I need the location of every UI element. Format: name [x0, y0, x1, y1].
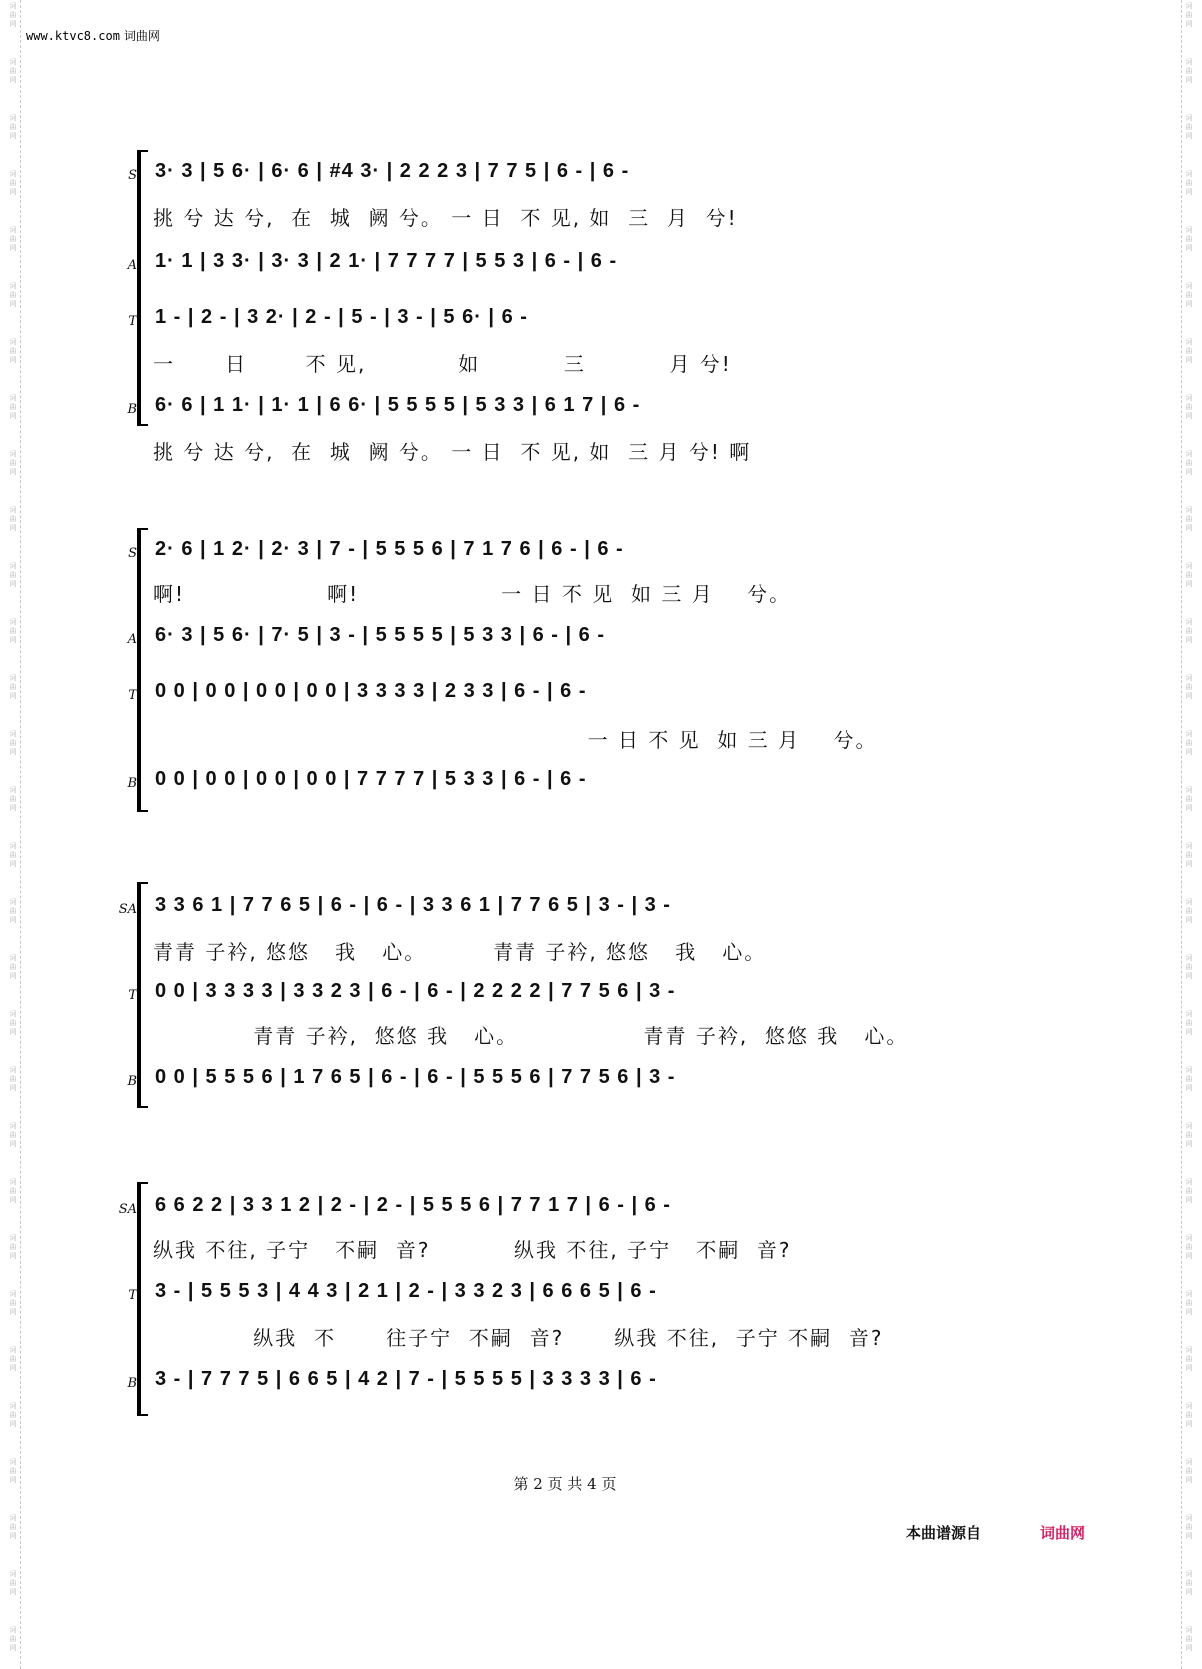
lyric-line: 纵我 不往, 子宁 不嗣 音? 纵我 不往, 子宁 不嗣 音?	[153, 1238, 792, 1262]
side-watermark-text: 词 曲 网	[1185, 1458, 1193, 1484]
side-watermark-text: 词 曲 网	[1185, 1122, 1193, 1148]
side-watermark-text: 词 曲 网	[1185, 898, 1193, 924]
voice-label: T	[128, 688, 137, 703]
side-watermark-text: 词 曲 网	[1185, 1066, 1193, 1092]
staff-row	[115, 674, 1015, 714]
side-watermark-text: 词 曲 网	[9, 1066, 17, 1092]
staff-row	[115, 1274, 1015, 1314]
side-watermark-text: 词 曲 网	[9, 58, 17, 84]
voice-label: S	[128, 168, 137, 183]
staff-row	[115, 154, 1015, 194]
side-watermark-text: 词 曲 网	[1185, 506, 1193, 532]
footer-brand-link[interactable]: 词曲网	[1040, 1524, 1086, 1542]
side-watermark-text: 词 曲 网	[9, 1570, 17, 1596]
voice-label: T	[128, 314, 137, 329]
lyric-line: 青青 子衿, 悠悠 我 心。 青青 子衿, 悠悠 我 心。	[153, 940, 767, 964]
side-watermark-text: 词 曲 网	[1185, 1010, 1193, 1036]
voice-label: B	[127, 776, 137, 791]
staff-row	[115, 888, 1015, 928]
side-watermark-text: 词 曲 网	[1185, 842, 1193, 868]
side-watermark-text: 词 曲 网	[9, 618, 17, 644]
staff-row	[115, 762, 1015, 802]
side-watermark-text: 词 曲 网	[9, 1122, 17, 1148]
staff-row	[115, 532, 1015, 572]
notation-line: 3 - | 7 7 7 5 | 6 6 5 | 4 2 | 7 - | 5 5 5 5 | 3 3 3 3 | 6 -	[155, 1368, 657, 1390]
notation-line: 2· 6 | 1 2· | 2· 3 | 7 - | 5 5 5 6 | 7 1 7 6 | 6 - | 6 -	[155, 538, 624, 560]
side-watermark-text: 词 曲 网	[1185, 1234, 1193, 1260]
side-watermark-text: 词 曲 网	[1185, 1626, 1193, 1652]
side-watermark-text: 词 曲 网	[9, 1514, 17, 1540]
lyric-line: 挑 兮 达 兮, 在 城 阙 兮。 一 日 不 见, 如 三 月 兮!	[153, 206, 738, 230]
staff-row	[115, 388, 1015, 428]
lyric-line: 纵我 不 往子宁 不嗣 音? 纵我 不往, 子宁 不嗣 音?	[153, 1326, 884, 1350]
side-watermark-text: 词 曲 网	[1185, 1178, 1193, 1204]
notation-line: 0 0 | 3 3 3 3 | 3 3 2 3 | 6 - | 6 - | 2 2 2 2 | 7 7 5 6 | 3 -	[155, 980, 676, 1002]
side-watermark-text: 词 曲 网	[1185, 450, 1193, 476]
staff-row	[115, 1362, 1015, 1402]
side-watermark-text: 词 曲 网	[9, 1290, 17, 1316]
side-watermark-text: 词 曲 网	[1185, 226, 1193, 252]
side-watermark-text: 词 曲 网	[1185, 338, 1193, 364]
side-watermark-text: 词 曲 网	[9, 842, 17, 868]
side-watermark-text: 词 曲 网	[9, 730, 17, 756]
side-watermark-text: 词 曲 网	[9, 506, 17, 532]
side-watermark-text: 词 曲 网	[9, 226, 17, 252]
staff-row	[115, 618, 1015, 658]
side-watermark-text: 词 曲 网	[9, 562, 17, 588]
staff-row	[115, 1188, 1015, 1228]
voice-label: B	[127, 402, 137, 417]
side-watermark-text: 词 曲 网	[9, 1626, 17, 1652]
side-watermark-text: 词 曲 网	[1185, 786, 1193, 812]
side-watermark-text: 词 曲 网	[9, 338, 17, 364]
notation-line: 0 0 | 0 0 | 0 0 | 0 0 | 7 7 7 7 | 5 3 3 | 6 - | 6 -	[155, 768, 587, 790]
notation-line: 6· 6 | 1 1· | 1· 1 | 6 6· | 5 5 5 5 | 5 3 3 | 6 1 7 | 6 -	[155, 394, 641, 416]
lyric-line: 一 日 不 见, 如 三 月 兮!	[153, 352, 732, 376]
side-watermark-text: 词 曲 网	[1185, 1402, 1193, 1428]
side-watermark-text: 词 曲 网	[9, 1178, 17, 1204]
side-watermark-text: 词 曲 网	[1185, 170, 1193, 196]
side-watermark-text: 词 曲 网	[9, 394, 17, 420]
side-watermark-text: 词 曲 网	[9, 1010, 17, 1036]
voice-label: B	[127, 1074, 137, 1089]
lyric-line: 一 日 不 见 如 三 月 兮。	[153, 728, 878, 752]
side-watermark-text: 词 曲 网	[9, 1346, 17, 1372]
side-watermark-text: 词 曲 网	[1185, 114, 1193, 140]
left-watermark-strip	[6, 0, 21, 1669]
voice-label: T	[128, 1288, 137, 1303]
side-watermark-text: 词 曲 网	[9, 282, 17, 308]
side-watermark-text: 词 曲 网	[1185, 394, 1193, 420]
side-watermark-text: 词 曲 网	[9, 2, 17, 28]
side-watermark-text: 词 曲 网	[9, 450, 17, 476]
notation-line: 3· 3 | 5 6· | 6· 6 | #4 3· | 2 2 2 3 | 7 7 5 | 6 - | 6 -	[155, 160, 630, 182]
site-url[interactable]: www.ktvc8.com	[26, 29, 120, 43]
side-watermark-text: 词 曲 网	[9, 786, 17, 812]
right-watermark-strip	[1181, 0, 1196, 1669]
page-number: 第 2 页 共 4 页	[513, 1475, 617, 1493]
site-name: 词曲网	[123, 29, 160, 43]
side-watermark-text: 词 曲 网	[1185, 2, 1193, 28]
notation-line: 1· 1 | 3 3· | 3· 3 | 2 1· | 7 7 7 7 | 5 5 3 | 6 - | 6 -	[155, 250, 618, 272]
side-watermark-text: 词 曲 网	[1185, 730, 1193, 756]
staff-row	[115, 244, 1015, 284]
voice-label: SA	[118, 1202, 137, 1217]
staff-row	[115, 300, 1015, 340]
site-header	[26, 27, 160, 44]
side-watermark-text: 词 曲 网	[1185, 954, 1193, 980]
voice-label: A	[127, 632, 137, 647]
voice-label: T	[128, 988, 137, 1003]
lyric-line: 挑 兮 达 兮, 在 城 阙 兮。 一 日 不 见, 如 三 月 兮! 啊	[153, 440, 752, 464]
side-watermark-text: 词 曲 网	[1185, 562, 1193, 588]
notation-line: 1 - | 2 - | 3 2· | 2 - | 5 - | 3 - | 5 6· | 6 -	[155, 306, 528, 328]
side-watermark-text: 词 曲 网	[1185, 58, 1193, 84]
side-watermark-text: 词 曲 网	[1185, 282, 1193, 308]
side-watermark-text: 词 曲 网	[1185, 1290, 1193, 1316]
side-watermark-text: 词 曲 网	[9, 674, 17, 700]
side-watermark-text: 词 曲 网	[9, 1234, 17, 1260]
staff-row	[115, 1060, 1015, 1100]
notation-line: 6 6 2 2 | 3 3 1 2 | 2 - | 2 - | 5 5 5 6 | 7 7 1 7 | 6 - | 6 -	[155, 1194, 671, 1216]
side-watermark-text: 词 曲 网	[1185, 674, 1193, 700]
notation-line: 0 0 | 5 5 5 6 | 1 7 6 5 | 6 - | 6 - | 5 5 5 6 | 7 7 5 6 | 3 -	[155, 1066, 676, 1088]
lyric-line: 啊! 啊! 一 日 不 见 如 三 月 兮。	[153, 582, 792, 606]
side-watermark-text: 词 曲 网	[1185, 1570, 1193, 1596]
lyric-line: 青青 子衿, 悠悠 我 心。 青青 子衿, 悠悠 我 心。	[153, 1024, 909, 1048]
voice-label: S	[128, 546, 137, 561]
voice-label: SA	[118, 902, 137, 917]
notation-line: 3 3 6 1 | 7 7 6 5 | 6 - | 6 - | 3 3 6 1 | 7 7 6 5 | 3 - | 3 -	[155, 894, 671, 916]
side-watermark-text: 词 曲 网	[9, 954, 17, 980]
notation-line: 6· 3 | 5 6· | 7· 5 | 3 - | 5 5 5 5 | 5 3 3 | 6 - | 6 -	[155, 624, 606, 646]
notation-line: 0 0 | 0 0 | 0 0 | 0 0 | 3 3 3 3 | 2 3 3 | 6 - | 6 -	[155, 680, 587, 702]
side-watermark-text: 词 曲 网	[1185, 618, 1193, 644]
voice-label: A	[127, 258, 137, 273]
side-watermark-text: 词 曲 网	[1185, 1514, 1193, 1540]
side-watermark-text: 词 曲 网	[9, 1458, 17, 1484]
side-watermark-text: 词 曲 网	[9, 114, 17, 140]
side-watermark-text: 词 曲 网	[9, 1402, 17, 1428]
side-watermark-text: 词 曲 网	[9, 898, 17, 924]
footer-source-label: 本曲谱源自	[906, 1524, 982, 1542]
staff-row	[115, 974, 1015, 1014]
side-watermark-text: 词 曲 网	[1185, 1346, 1193, 1372]
voice-label: B	[127, 1376, 137, 1391]
side-watermark-text: 词 曲 网	[9, 170, 17, 196]
notation-line: 3 - | 5 5 5 3 | 4 4 3 | 2 1 | 2 - | 3 3 2 3 | 6 6 6 5 | 6 -	[155, 1280, 657, 1302]
